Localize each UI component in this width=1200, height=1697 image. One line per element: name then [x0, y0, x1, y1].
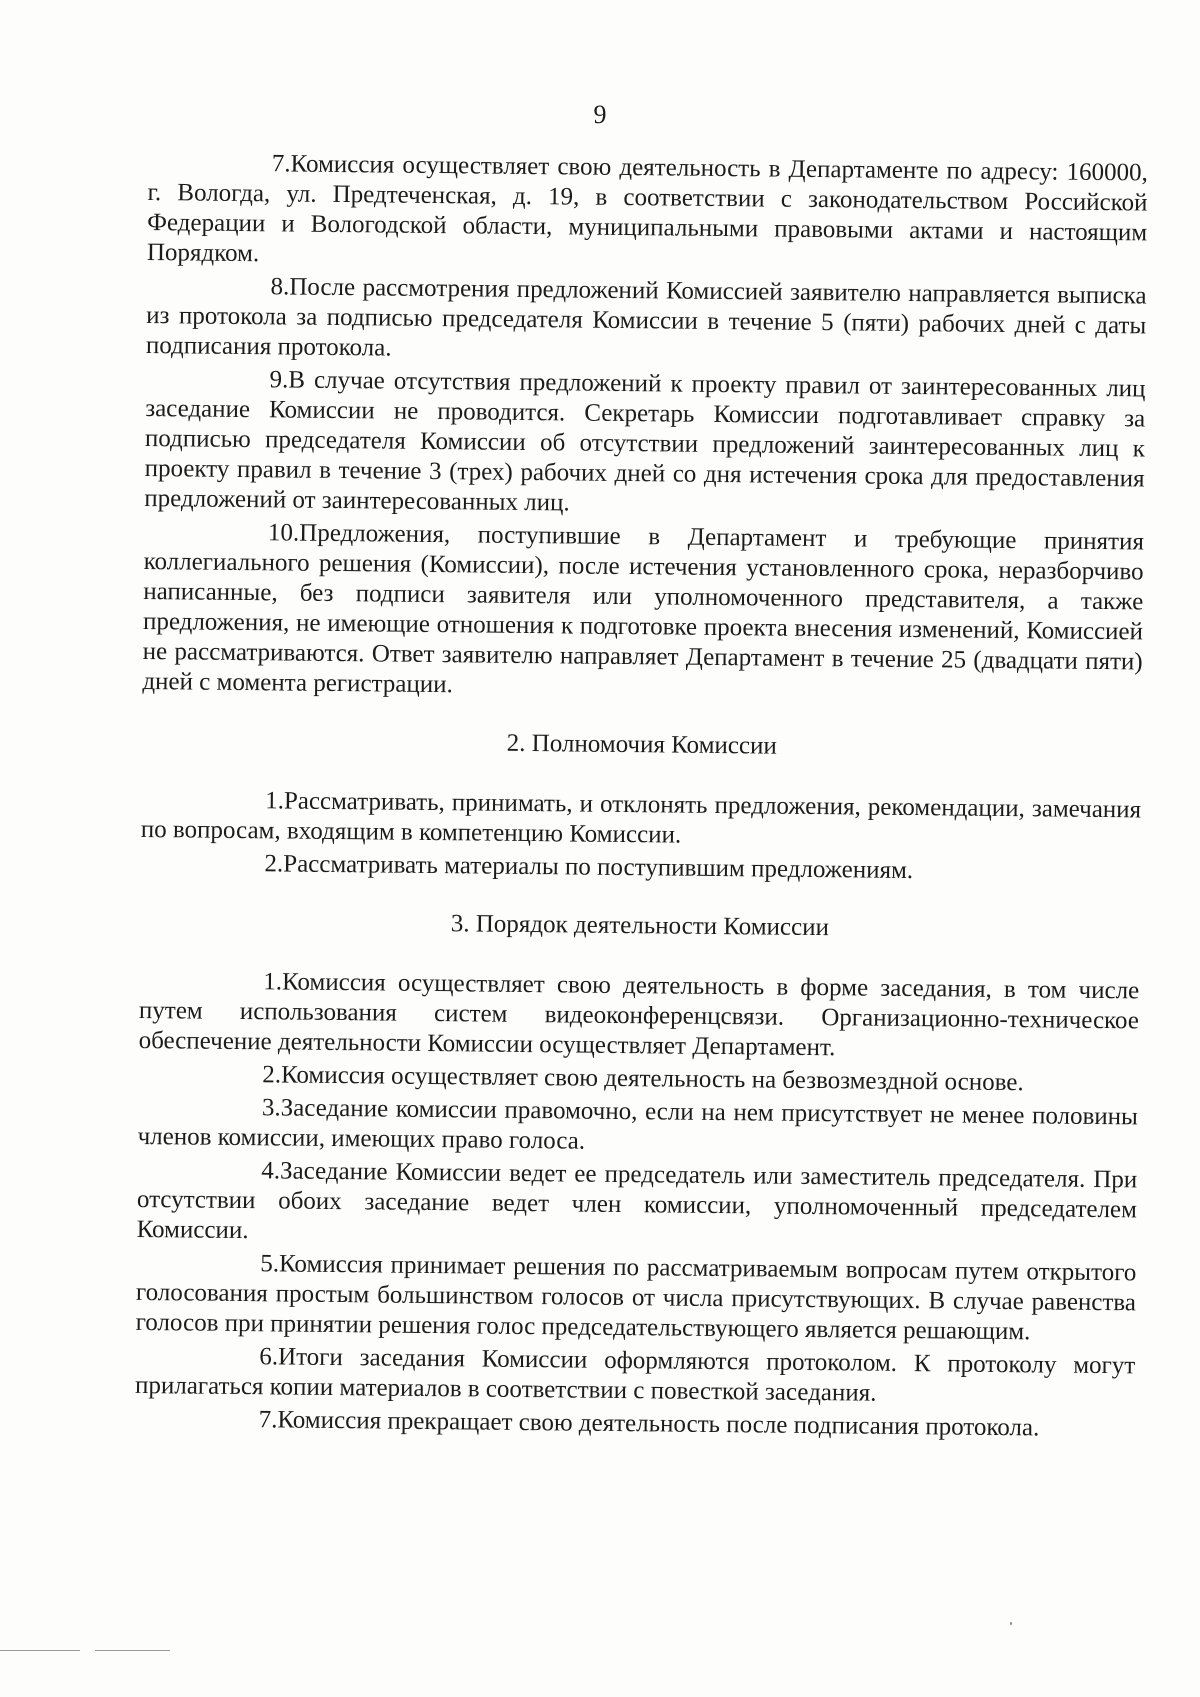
section-title-procedure: 3. Порядок деятельности Комиссии [450, 910, 830, 942]
item-number: 1. [265, 787, 285, 815]
scan-artifact-line [95, 1650, 170, 1651]
scan-artifact-line [0, 1650, 80, 1651]
item-text: Заседание комиссии правомочно, если на нем присутствует не менее половины членов комиссии, имеющих право голоса. [137, 1094, 1139, 1155]
procedure-item-7 [135, 1404, 1135, 1444]
item-text: В случае отсутствия предложений к проекту правил от заинтересованных лиц заседание Комиссии не проводится. Секретарь Комиссии подготавливает справку за подписью председателя Комиссии об отсутствии предложений заинтересованных лиц к проекту правил в течение 3 (трех) рабочих дней со дня истечения срока для предоставления предложений от заинтересованных лиц. [144, 366, 1146, 517]
item-number: 8. [270, 273, 290, 301]
paragraph-7 [147, 148, 1148, 278]
procedure-item-1 [138, 966, 1139, 1066]
paragraph-9 [144, 364, 1146, 524]
item-number: 3. [261, 1094, 281, 1122]
item-text: Заседание Комиссии ведет ее председатель или заместитель председателя. При отсутствии обоих заседание ведет член комиссии, уполномоченный председателем Комиссии. [136, 1157, 1138, 1245]
section-title-powers: 2. Полномочия Комиссии [506, 729, 777, 760]
item-text: Итоги заседания Комиссии оформляются протоколом. К протоколу могут прилагаться копии материалов в соответствии с повесткой заседания. [134, 1343, 1136, 1407]
item-number: 2. [262, 1061, 282, 1089]
item-number: 5. [260, 1250, 280, 1278]
document-body [135, 148, 1148, 1447]
item-number: 4. [261, 1157, 281, 1185]
powers-item-2 [140, 848, 1140, 888]
item-text: Предложения, поступившие в Департамент и требующие принятия коллегиального решения (Комиссии), после истечения установленного срока, неразборчиво написанные, без подписи заявителя или уполномоченного представителя, а также предложения, не имеющие отношения к подготовке проекта внесения изменений, Комиссией не рассматриваются. Ответ заявителю направляет Департамент в течение 25 (двадцати пяти) дней с момента регистрации. [142, 519, 1145, 699]
paragraph-8 [146, 271, 1147, 371]
item-text: Комиссия осуществляет свою деятельность в Департаменте по адресу: 160000, г. Вологда, ул. Предтеченская, д. 19, в соответствии с законодательством Российской Федерации и Вологодской области, муниципальными правовыми актами и настоящим Порядком. [146, 150, 1148, 268]
item-number: 6. [259, 1343, 279, 1371]
item-number: 2. [264, 850, 284, 878]
procedure-item-5 [136, 1248, 1137, 1348]
scan-speck [1010, 1622, 1012, 1625]
item-text: После рассмотрения предложений Комиссией заявителю направляется выписка из протокола за подписью председателя Комиссии в течение 5 (пяти) рабочих дней с даты подписания протокола. [145, 273, 1147, 362]
item-text: Комиссия принимает решения по рассматриваемым вопросам путем открытого голосования простым большинством голосов от числа присутствующих. В случае равенства голосов при принятии решения голос председательствующего является решающим. [135, 1250, 1137, 1346]
item-text: Комиссия осуществляет свою деятельность в форме заседания, в том числе путем использования систем видеоконференцсвязи. Организационно-техническое обеспечение деятельности Комиссии осуществляет Департамент. [138, 968, 1140, 1062]
procedure-item-4 [137, 1155, 1138, 1255]
powers-item-1 [141, 785, 1142, 855]
procedure-item-6 [135, 1341, 1136, 1411]
page-number: 9 [593, 100, 607, 129]
procedure-item-3 [137, 1092, 1138, 1162]
item-text: Рассматривать материалы по поступившим предложениям. [283, 850, 914, 885]
item-number: 7. [258, 1406, 278, 1434]
item-number: 1. [263, 968, 283, 996]
item-text: Рассматривать, принимать, и отклонять предложения, рекомендации, замечания по вопросам, входящим в компетенцию Комиссии. [140, 787, 1142, 849]
item-number: 10. [267, 519, 300, 547]
item-text: Комиссия осуществляет свою деятельность на безвозмездной основе. [280, 1061, 1024, 1097]
item-number: 9. [269, 366, 289, 394]
item-text: Комиссия прекращает свою деятельность после подписания протокола. [277, 1406, 1040, 1442]
paragraph-10 [142, 517, 1144, 707]
item-number: 7. [271, 150, 291, 178]
